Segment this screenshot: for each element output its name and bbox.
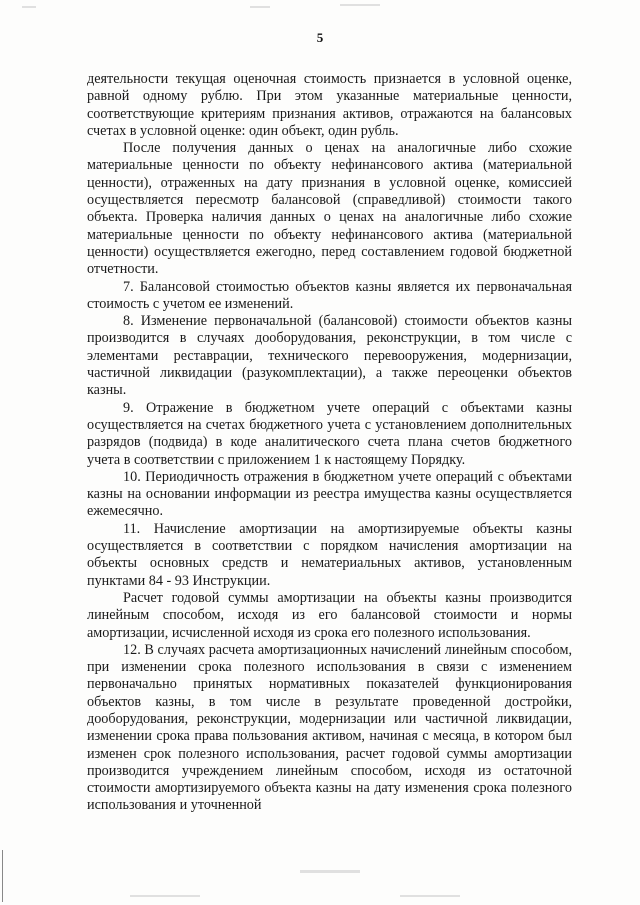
scan-artifact (130, 895, 200, 897)
paragraph-item-9: 9. Отражение в бюджетном учете операций с объектами казны осуществляется на счетах бюджетного учета с установлением дополнительных разрядов (подвида) в коде аналитического счета плана счетов бюджетного учета в соответствии с приложением 1 к настоящему Порядку. (87, 399, 572, 468)
page-number: 5 (316, 30, 324, 45)
page-edge-line (2, 850, 3, 902)
paragraph: После получения данных о ценах на аналогичные либо схожие материальные ценности по объекту нефинансового актива (материальной ценности), отраженных на дату признания в условной оценке, комиссией осуществляется пересмотр балансовой (справедливой) стоимости такого объекта. Проверка наличия данных о ценах на аналогичные либо схожие материальные ценности по объекту нефинансового актива (материальной ценности) осуществляется ежегодно, перед составлением годовой бюджетной отчетности. (87, 140, 572, 278)
scan-artifact (22, 6, 36, 8)
scan-artifact (340, 4, 380, 6)
paragraph: деятельности текущая оценочная стоимость признается в условной оценке, равной одному рублю. При этом указанные материальные ценности, соответствующие критериям признания активов, отражаются на балансовых счетах в условной оценке: один объект, один рубль. (87, 71, 572, 139)
scan-artifact (300, 870, 360, 873)
paragraph-item-12: 12. В случаях расчета амортизационных начислений линейным способом, при изменении срока полезного использования в связи с изменением первоначально принятых нормативных показателей функционирования объектов казны, в том числе в результате проведенной достройки, дооборудования, реконструкции, модернизации или частичной ликвидации, изменении срока права пользования активом, начиная с месяца, в котором был изменен срок полезного использования, расчет годовой суммы амортизации производится учреждением линейным способом, исходя из остаточной стоимости амортизируемого объекта казны на дату изменения срока полезного использования и уточненной (87, 641, 572, 814)
paragraph-item-10: 10. Периодичность отражения в бюджетном учете операций с объектами казны на основании информации из реестра имущества казны осуществляется ежемесячно. (87, 468, 572, 520)
paragraph-item-11: 11. Начисление амортизации на амортизируемые объекты казны осуществляется в соответствии с порядком начисления амортизации на объекты основных средств и нематериальных активов, установленным пунктами 84 - 93 Инструкции. (87, 520, 572, 589)
paragraph-item-7: 7. Балансовой стоимостью объектов казны является их первоначальная стоимость с учетом ее изменений. (87, 278, 572, 312)
paragraph-item-8: 8. Изменение первоначальной (балансовой) стоимости объектов казны производится в случаях дооборудования, реконструкции, в том числе с элементами реставрации, технического перевооружения, модернизации, частичной ликвидации (разукомплектации), а также переоценки объектов казны. (87, 313, 572, 399)
paragraph: Расчет годовой суммы амортизации на объекты казны производится линейным способом, исходя из его балансовой стоимости и нормы амортизации, исчисленной исходя из срока его полезного использования. (87, 589, 572, 641)
document-body (87, 71, 572, 815)
scan-artifact (250, 6, 270, 8)
scan-artifact (400, 895, 460, 897)
